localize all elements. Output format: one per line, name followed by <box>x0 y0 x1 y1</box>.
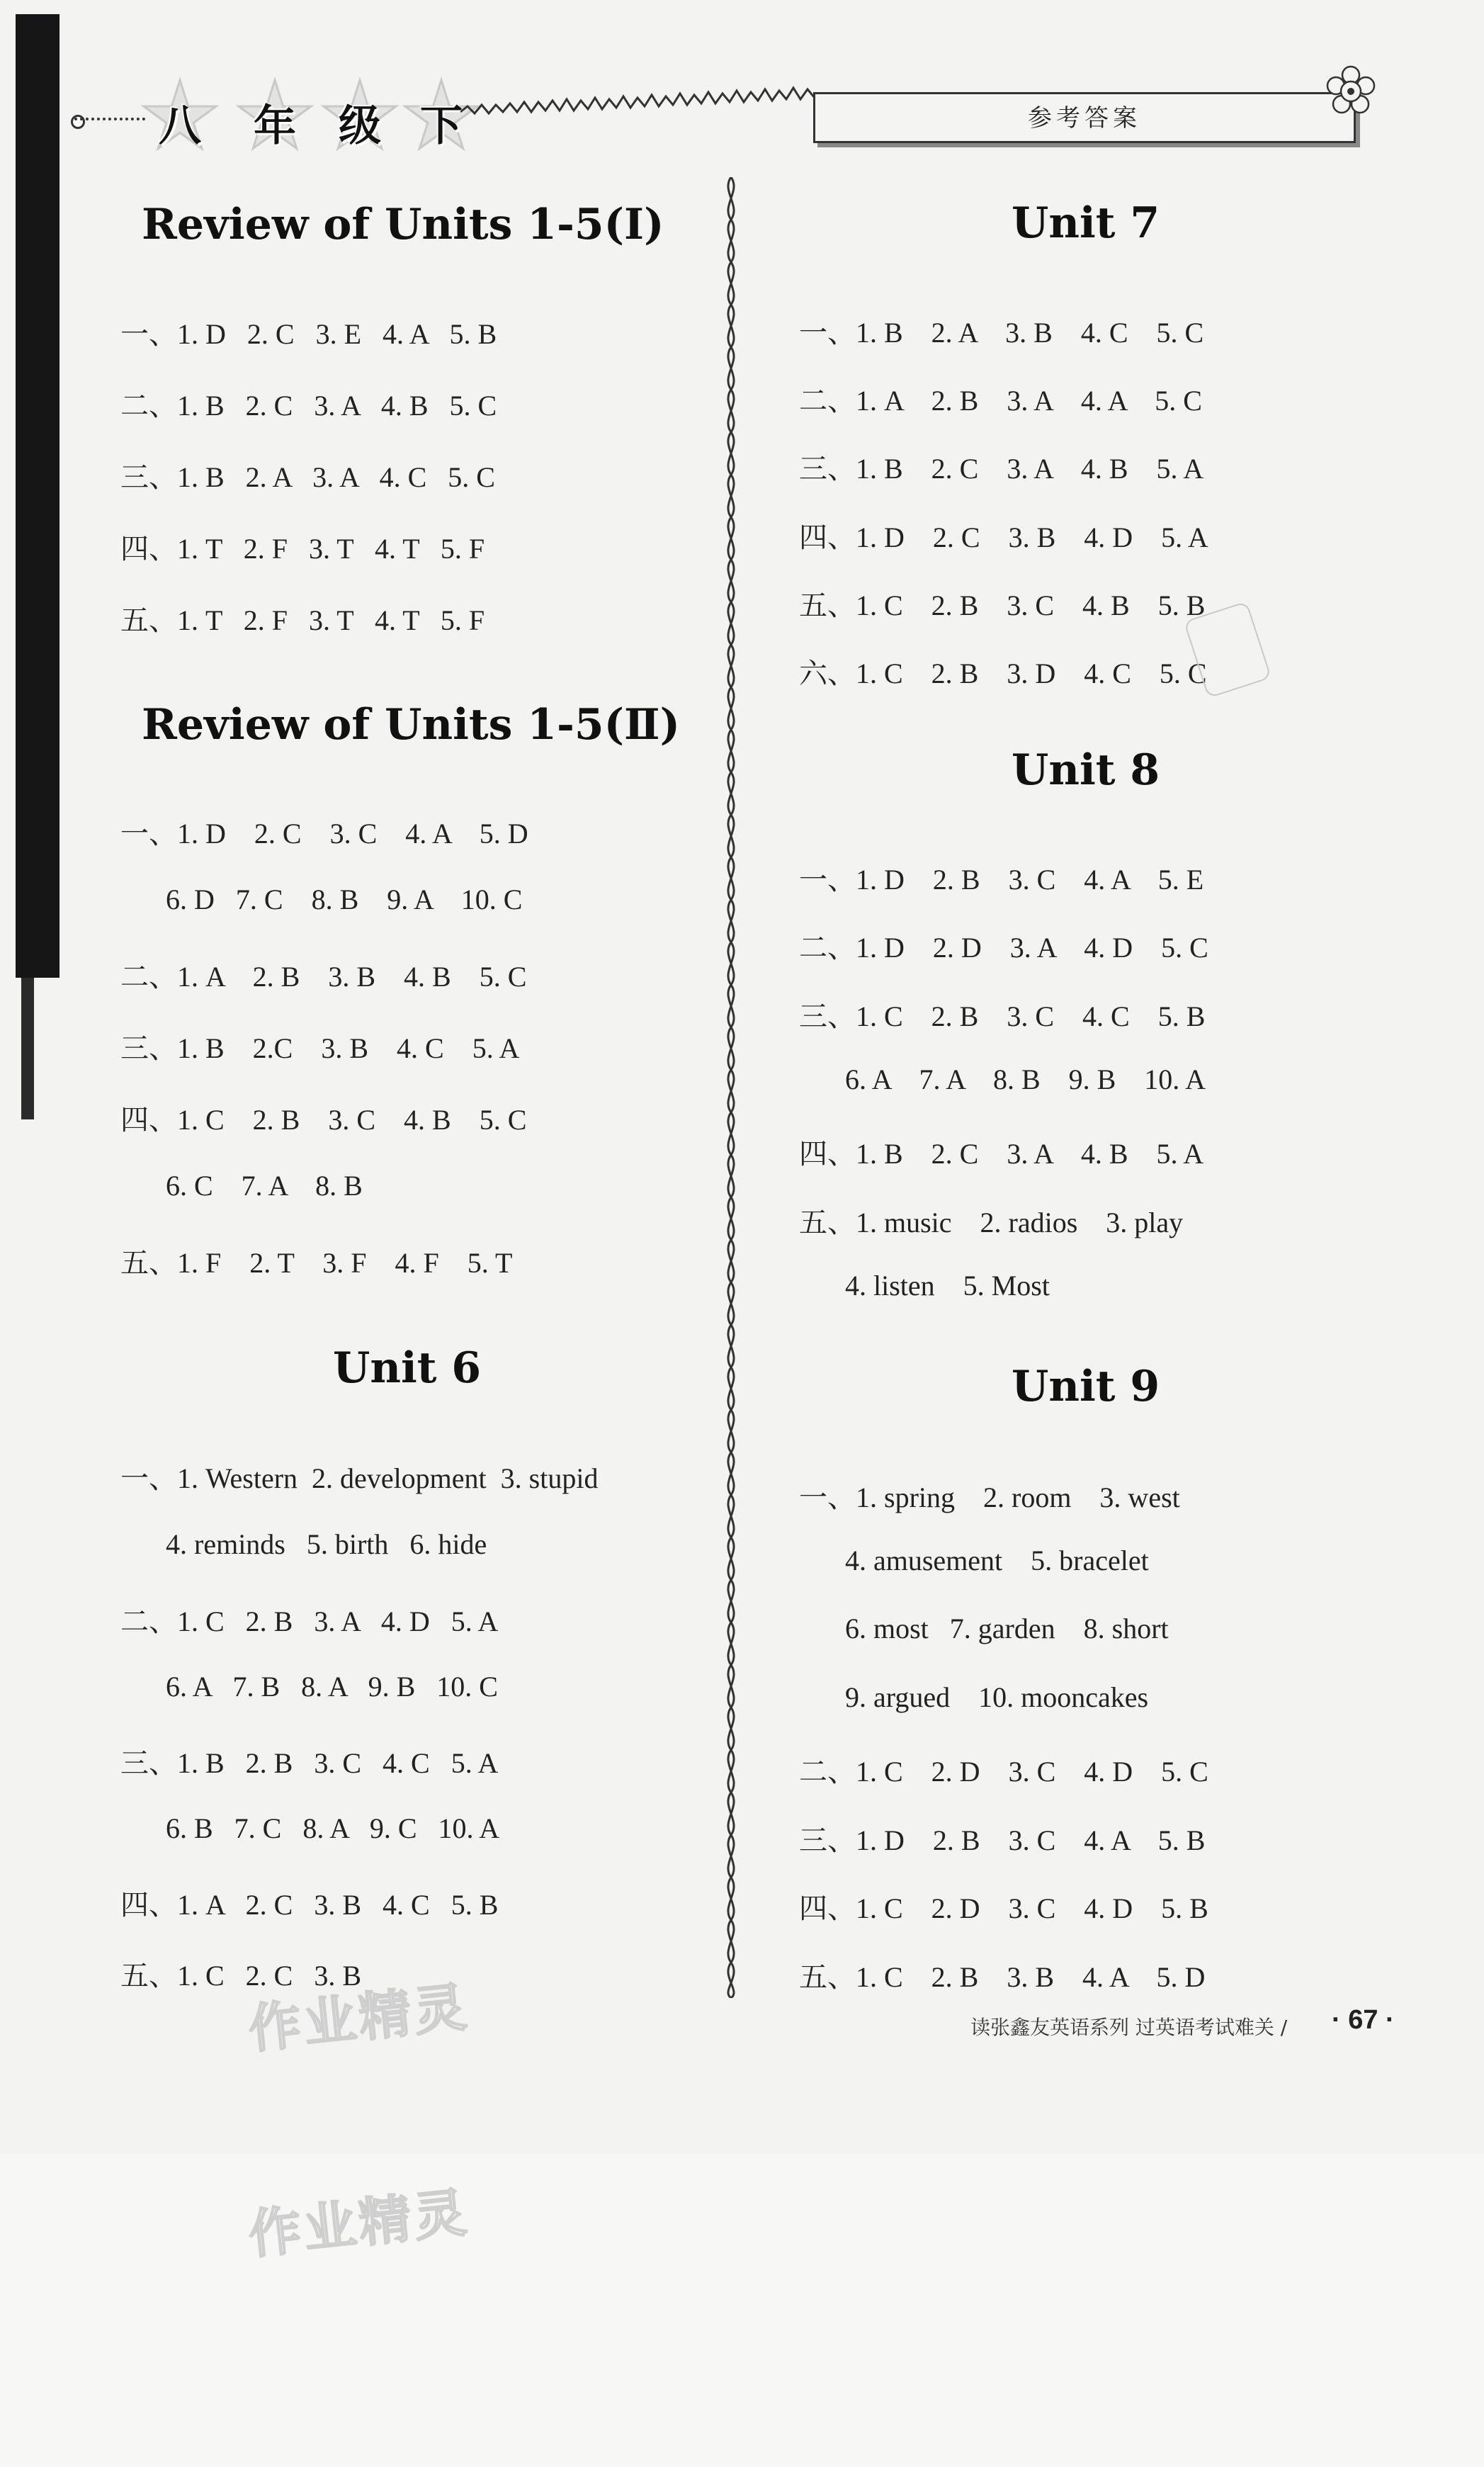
answer-line: 一、1. D 2. C 3. C 4. A 5. D <box>120 818 528 850</box>
answer-line: 4. amusement 5. bracelet <box>845 1545 1149 1576</box>
answer-line: 6. most 7. garden 8. short <box>845 1613 1169 1644</box>
section-title-unit-6: Unit 6 <box>333 1343 482 1393</box>
answer-line: 二、1. B 2. C 3. A 4. B 5. C <box>120 390 497 422</box>
answer-line: 六、1. C 2. B 3. D 4. C 5. C <box>799 657 1207 690</box>
column-divider <box>717 177 745 1998</box>
answer-line: 一、1. D 2. B 3. C 4. A 5. E <box>799 864 1204 896</box>
answer-line: 6. A 7. A 8. B 9. B 10. A <box>845 1063 1206 1095</box>
binding-spine <box>16 14 60 978</box>
answer-line: 一、1. D 2. C 3. E 4. A 5. B <box>120 318 497 351</box>
answer-line: 二、1. D 2. D 3. A 4. D 5. C <box>799 932 1208 964</box>
section-title-unit-8: Unit 8 <box>1012 745 1160 795</box>
zigzag-line-icon <box>460 84 815 126</box>
section-title-review-1: Review of Units 1-5(Ⅰ) <box>142 200 664 249</box>
flower-icon <box>1325 65 1377 118</box>
answer-line: 四、1. D 2. C 3. B 4. D 5. A <box>799 521 1208 554</box>
section-title-unit-9: Unit 9 <box>1012 1362 1160 1411</box>
answer-line: 一、1. Western 2. development 3. stupid <box>120 1462 599 1495</box>
binding-spine-lower <box>21 978 34 1119</box>
answer-line: 五、1. C 2. B 3. C 4. B 5. B <box>799 589 1206 622</box>
answer-line: 一、1. B 2. A 3. B 4. C 5. C <box>799 317 1204 349</box>
grade-char: 八 <box>159 101 201 151</box>
watermark: 作业精灵 <box>245 1976 472 2061</box>
footer-series: 读张鑫友英语系列 过英语考试难关 / <box>970 2016 1288 2039</box>
answer-line: 6. A 7. B 8. A 9. B 10. C <box>166 1671 498 1703</box>
section-title-review-2: Review of Units 1-5(Ⅱ) <box>142 700 680 750</box>
answer-line: 二、1. A 2. B 3. A 4. A 5. C <box>799 385 1202 417</box>
answer-line: 三、1. B 2. C 3. A 4. B 5. A <box>799 453 1204 485</box>
answers-title: 参考答案 <box>1028 104 1141 132</box>
answer-line: 五、1. C 2. C 3. B <box>120 1960 362 1992</box>
header-dot <box>71 115 85 129</box>
answer-line: 五、1. music 2. radios 3. play <box>799 1207 1184 1239</box>
answer-line: 6. D 7. C 8. B 9. A 10. C <box>166 884 523 915</box>
answer-line: 五、1. C 2. B 3. B 4. A 5. D <box>799 1961 1206 1994</box>
answers-header-box <box>813 92 1356 143</box>
answer-line: 4. listen 5. Most <box>845 1270 1050 1302</box>
answer-line: 二、1. C 2. B 3. A 4. D 5. A <box>120 1605 499 1638</box>
page-number: · 67 · <box>1332 2005 1395 2035</box>
answer-line: 三、1. D 2. B 3. C 4. A 5. B <box>799 1824 1206 1857</box>
watermark: 作业精灵 <box>245 2181 472 2266</box>
answer-line: 三、1. C 2. B 3. C 4. C 5. B <box>799 1000 1206 1033</box>
section-title-unit-7: Unit 7 <box>1012 198 1160 248</box>
answer-line: 五、1. T 2. F 3. T 4. T 5. F <box>120 604 485 637</box>
answer-line: 二、1. C 2. D 3. C 4. D 5. C <box>799 1756 1208 1788</box>
answer-line: 四、1. C 2. D 3. C 4. D 5. B <box>799 1892 1208 1925</box>
answer-line: 四、1. A 2. C 3. B 4. C 5. B <box>120 1889 499 1921</box>
answer-line: 四、1. B 2. C 3. A 4. B 5. A <box>799 1138 1204 1170</box>
answer-line: 五、1. F 2. T 3. F 4. F 5. T <box>120 1247 513 1280</box>
answer-line: 一、1. spring 2. room 3. west <box>799 1481 1180 1514</box>
answer-line: 4. reminds 5. birth 6. hide <box>166 1528 487 1560</box>
answer-line: 9. argued 10. mooncakes <box>845 1681 1149 1713</box>
answer-line: 三、1. B 2.C 3. B 4. C 5. A <box>120 1032 520 1065</box>
answer-line: 6. C 7. A 8. B <box>166 1170 363 1202</box>
answer-line: 三、1. B 2. B 3. C 4. C 5. A <box>120 1747 499 1780</box>
answer-line: 四、1. C 2. B 3. C 4. B 5. C <box>120 1104 527 1136</box>
answer-line: 三、1. B 2. A 3. A 4. C 5. C <box>120 461 495 494</box>
grade-char: 级 <box>339 101 381 151</box>
answer-line: 二、1. A 2. B 3. B 4. B 5. C <box>120 961 527 993</box>
answer-line: 四、1. T 2. F 3. T 4. T 5. F <box>120 533 485 565</box>
grade-char: 年 <box>254 101 296 151</box>
answer-line: 6. B 7. C 8. A 9. C 10. A <box>166 1812 500 1844</box>
header-dotted-line <box>74 118 145 120</box>
grade-char: 下 <box>420 101 463 151</box>
